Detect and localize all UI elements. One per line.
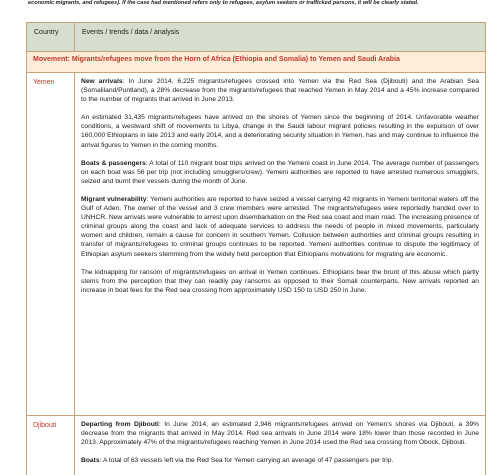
country-cell: Djibouti xyxy=(27,416,75,475)
table-row xyxy=(27,416,486,475)
paragraph-lead: Departing from Djibouti xyxy=(81,421,159,428)
paragraph-lead: Migrant vulnerability xyxy=(81,195,147,203)
paragraph xyxy=(81,456,479,465)
paragraph-lead: Boats & passengers xyxy=(81,159,146,167)
paragraph-lead: New arrivals xyxy=(81,78,123,85)
paragraph xyxy=(81,159,479,186)
paragraph xyxy=(81,77,479,104)
paragraph-text: : In June 2014, 6,225 migrants/refugees crossed into Yemen via the Red Sea (Djibouti) and the Arabian Sea (Somaliland/Puntland), a 28% decrease from the migrants/refugees that reached Yemen in May 2014 and a 45% increase compared to the number of migrants that arrived in June 2013. xyxy=(81,78,479,104)
paragraph-text: : In June 2014, an estimated 2,946 migrants/refugees arrived on Yemen's shores via Djibouti, a 39% decrease from the migrants that arrived in May 2014. Red sea arrivals in June 2014 were 18% lower than those recorded in June 2013. Approximately 47% of the migrants/refugees reaching Yemen in June 2014 used the Red sea crossing from Obock, Djibouti. xyxy=(81,421,479,447)
analysis-cell xyxy=(75,416,486,475)
paragraph-text: An estimated 31,435 migrants/refugees have arrived on the shores of Yemen since the beginning of 2014. Unfavorable weather conditions, a westward shift of movements to Libya, change in the Saudi labour migrant policies resulting in the expulsion of over 160,000 Ethiopians in late 2013 and early 2014, and a deteriorating security situation in Yemen, has and may continue to influence the arrival figures to Yemen in the coming months. xyxy=(81,114,479,149)
table-row xyxy=(27,73,486,416)
paragraph xyxy=(81,420,479,447)
paragraph-text: : Yemeni authorities are reported to have seized a vessel carrying 42 migrants in Yemeni territorial waters off the Gulf of Aden. The owner of the vessel and 3 crew members were arrested. The migrants/refugees were reportedly handed over to UNHCR. New arrivals were vulnerable to arrest upon disembarkation on the Red sea coast and main road. The increasing presence of criminal groups along the coast and lack of adequate services to address the needs of people in mixed movements, particularly women and children, remain a cause for concern in southern Yemen. Collusion between authorities and criminal groups resulting in transfer of migrants/refugees to criminal groups continues to be reported. Yemeni authorities continue to dispute the legitimacy of Ethiopian asylum seekers stemming from the widely held perception that Ethiopians motivations for migrating are economic. xyxy=(81,195,479,258)
column-header-country: Country xyxy=(27,23,75,52)
paragraph xyxy=(81,268,479,295)
events-table xyxy=(26,22,486,475)
paragraph xyxy=(81,195,479,259)
paragraph-lead: Boats xyxy=(81,457,100,465)
intro-note: economic migrants, and refugees). If the case had mentioned refers only to refugees, asylum seekers or trafficked persons, it will be clearly stated. xyxy=(28,0,419,6)
country-cell: Yemen xyxy=(27,73,75,416)
paragraph-text: The kidnapping for ransom of migrants/refugees on arrival in Yemen continues. Ethiopians bear the brunt of this abuse which partly stems from the perception that they can readily pay ransoms as opposed to their Somali counterparts. New arrivals reported an increase in boat fees for the Red sea crossing from approximately USD 150 to USD 250 in June. xyxy=(81,268,479,294)
movement-band-row xyxy=(27,52,486,73)
paragraph xyxy=(81,113,479,149)
paragraph-text: : A total of 63 vessels left via the Red Sea for Yemen carrying an average of 47 passengers per trip. xyxy=(99,457,394,465)
column-header-events: Events / trends / data / analysis xyxy=(75,23,486,52)
movement-title: Movement: Migrants/refugees move from the Horn of Africa (Ethiopia and Somalia) to Yemen and Saudi Arabia xyxy=(27,52,486,73)
table-header-row xyxy=(27,23,486,52)
analysis-cell xyxy=(75,73,486,416)
paragraph-text: : A total of 110 migrant boat trips arrived on the Yemeni coast in June 2014. The average number of passengers on each boat was 56 per trip (not including smugglers/crew). Yemeni authorities are reported to have arrested numerous smugglers, seized and burnt their vessels during the month of June. xyxy=(81,159,479,185)
